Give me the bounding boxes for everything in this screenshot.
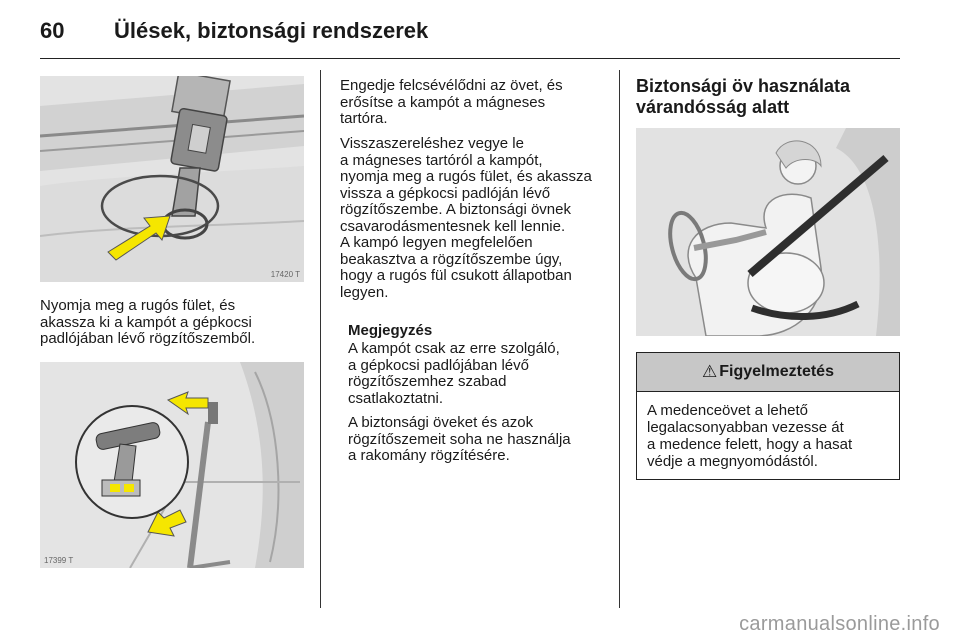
note-title: Megjegyzés: [348, 322, 433, 339]
figure-code: 17420 T: [270, 270, 300, 279]
header-rule: [40, 58, 900, 59]
column-divider-1: [320, 70, 321, 608]
warning-icon: ⚠: [702, 362, 718, 381]
warning-title: Figyelmeztetés: [719, 363, 834, 380]
column-divider-2: [619, 70, 620, 608]
note-paragraph-1: A kampót csak az erre szolgáló, a gépkocsi padlójában lévő rögzítőszemhez szabad csatlakoztatni.: [348, 340, 560, 407]
section-heading: Biztonsági öv használata várandósság alatt: [636, 76, 851, 117]
figure-pregnant-driver: [636, 128, 900, 336]
page-number: 60: [40, 18, 65, 43]
figure-cargo-belt: [40, 362, 304, 568]
watermark: carmanualsonline.info: [739, 613, 940, 635]
figure-code: 17399 T: [44, 556, 74, 565]
note-paragraph-2: A biztonsági öveket és azok rögzítőszemeit soha ne használja a rakomány rögzítésére.: [348, 414, 571, 464]
page-title: Ülések, biztonsági rendszerek: [114, 18, 429, 43]
warning-header: [637, 353, 899, 392]
paragraph-1: Engedje felcsévélődni az övet, és erősítse a kampót a mágneses tartóra.: [340, 77, 563, 127]
paragraph-2: Visszaszereléshez vegye le a mágneses tartóról a kampót, nyomja meg a rugós fület, és akassza vissza a gépkocsi padlóján lévő rögzítőszembe. A biztonsági övnek csavarodásmentesnek kell lennie. A kampó legyen megfelelően beakasztva a rögzítőszembe úgy, hogy a rugós fül csukott állapotban legyen.: [340, 135, 592, 301]
warning-body: A medenceövet a lehető legalacsonyabban vezesse át a medence felett, hogy a hasat védje a megnyomódástól.: [647, 402, 853, 470]
instruction-text-1: Nyomja meg a rugós fület, és akassza ki a kampót a gépkocsi padlójában lévő rögzítőszemből.: [40, 297, 256, 347]
figure-seat-belt-hook: [40, 76, 304, 282]
warning-box: [636, 352, 900, 480]
cargo-area-belt-illustration-icon: [40, 362, 304, 568]
seat-belt-hook-illustration-icon: [40, 76, 304, 282]
pregnant-driver-illustration-icon: [636, 128, 900, 336]
